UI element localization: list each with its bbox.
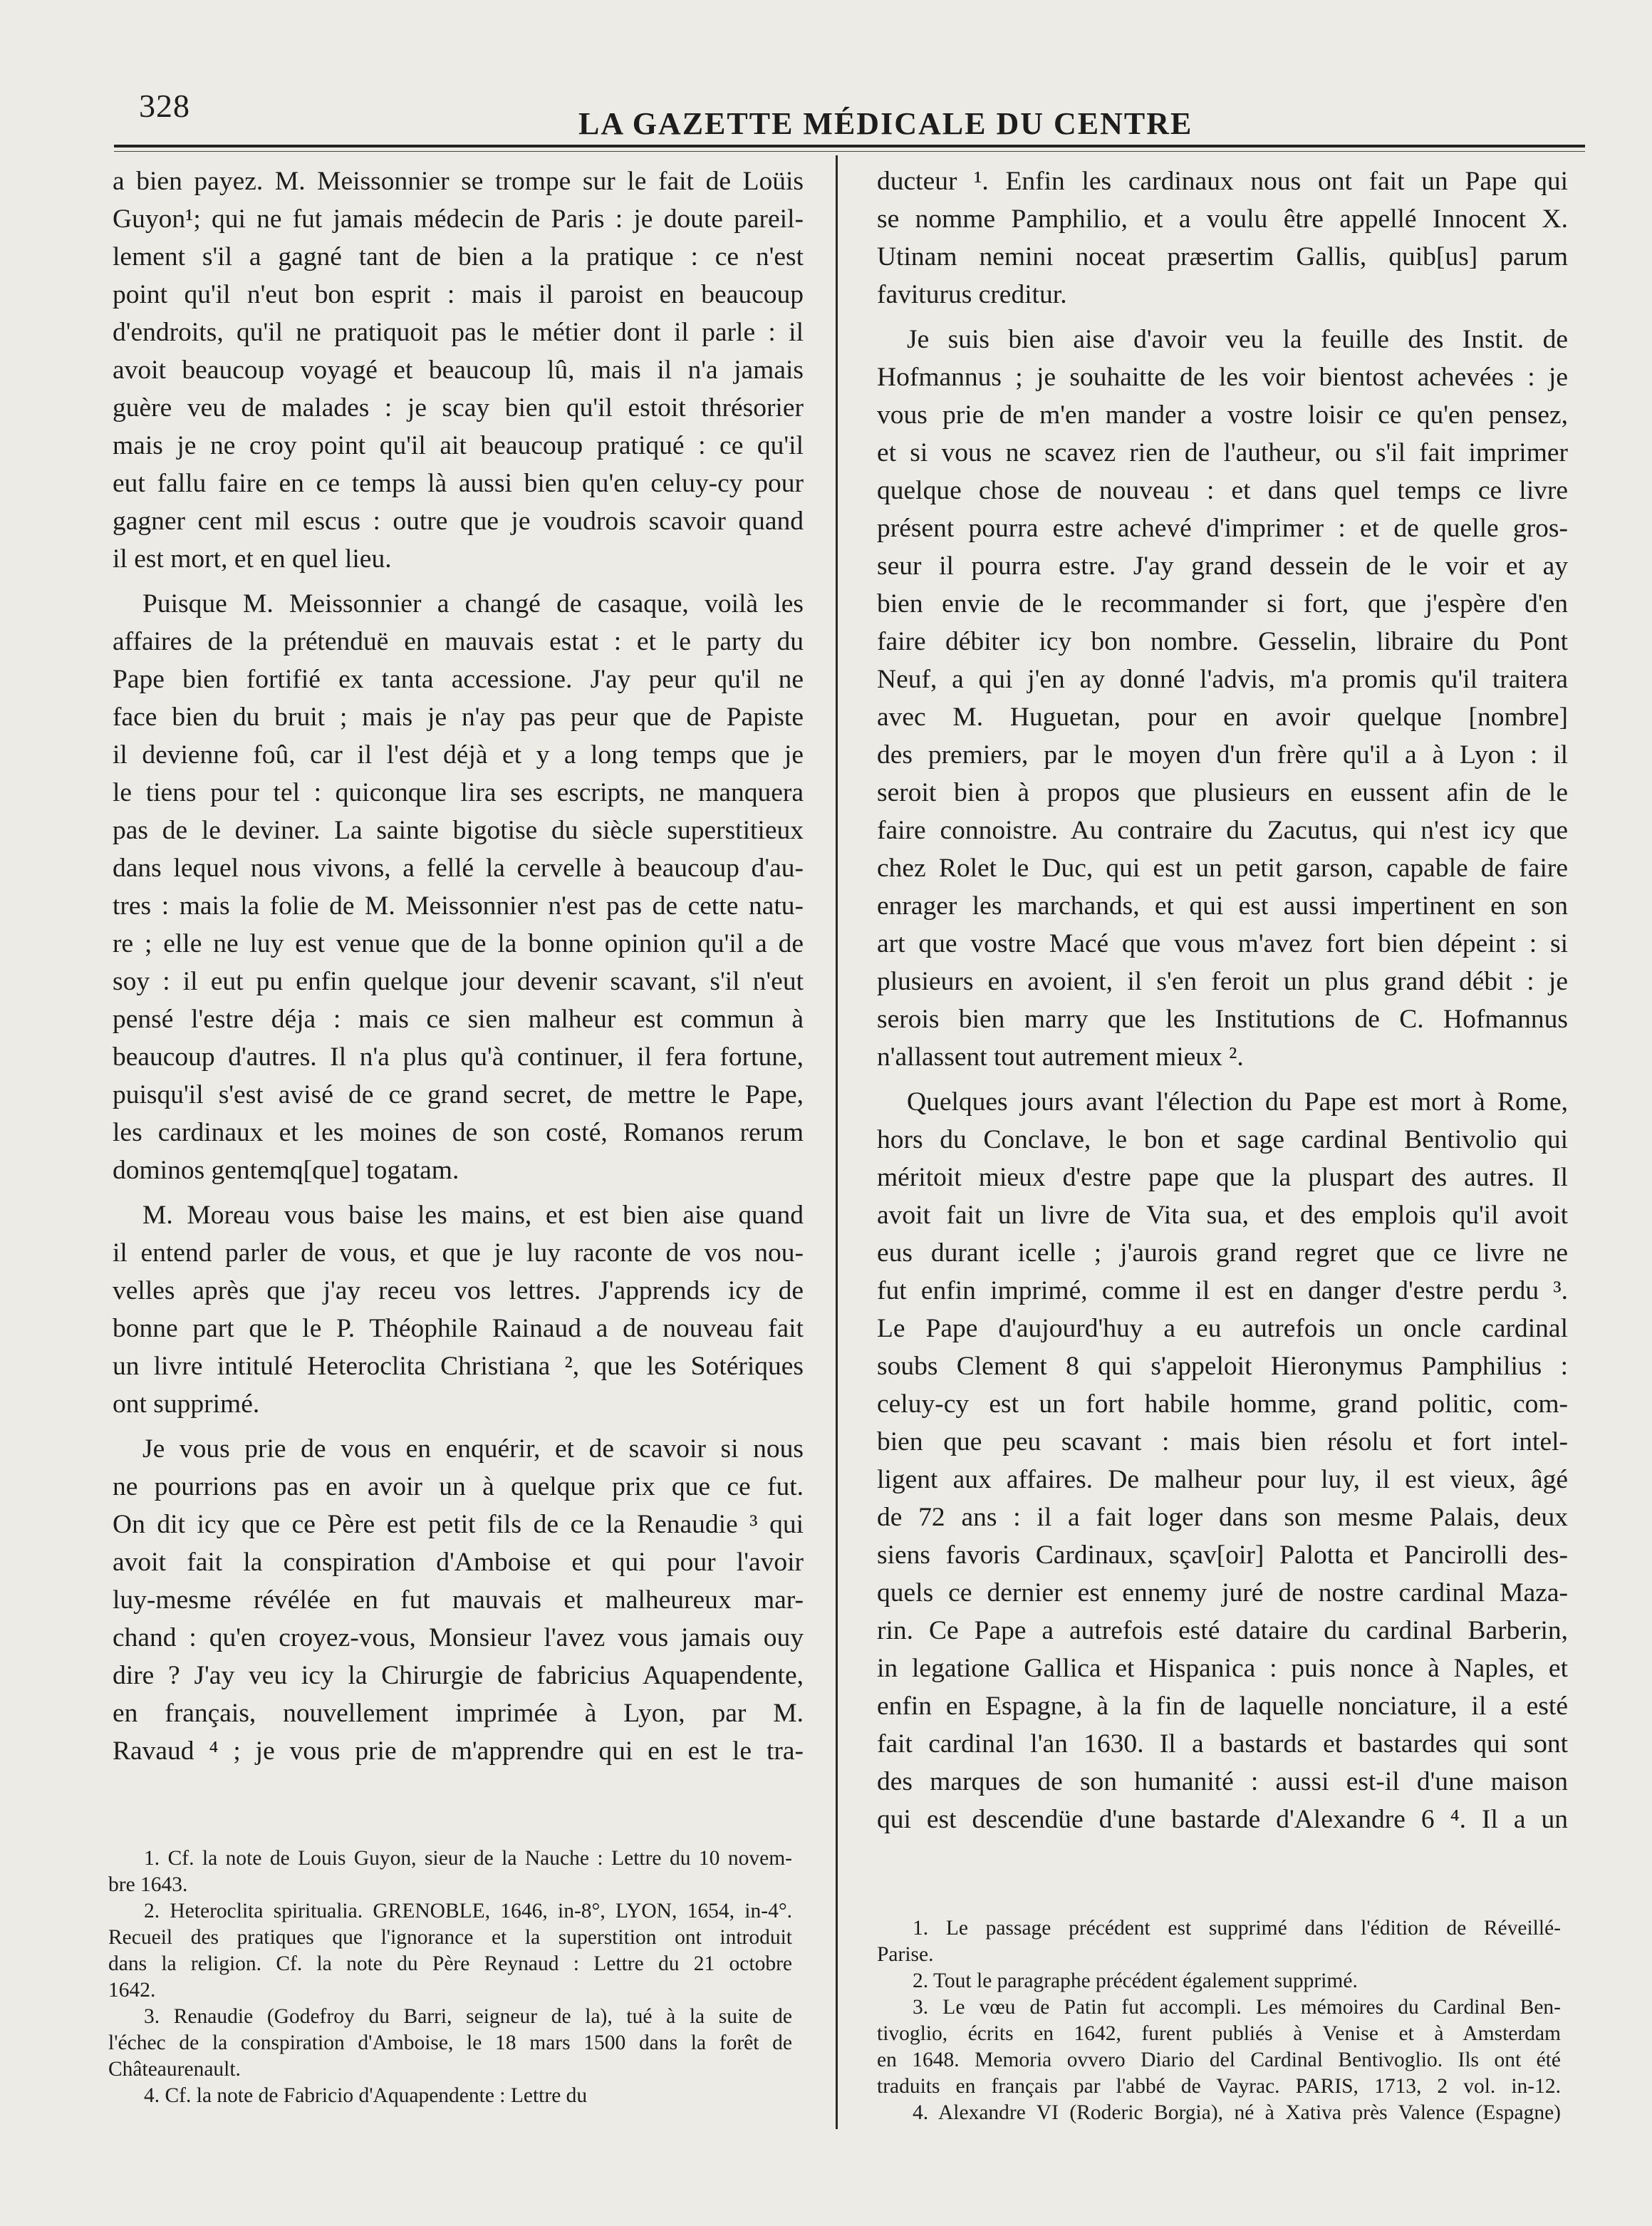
text-line: enfin en Espagne, à la fin de laquelle nonciature, il a esté (877, 1692, 1568, 1721)
footnote-line: dans la religion. Cf. la note du Père Reynaud : Lettre du 21 octobre (108, 1952, 792, 1975)
text-line: fut enfin imprimé, comme il est en danger d'estre perdu ³. (877, 1276, 1568, 1305)
footnote-line: en 1648. Memoria ovvero Diario del Cardinal Bentivoglio. Ils ont été (877, 2049, 1561, 2071)
header-rule (114, 145, 1585, 147)
footnote-line: 1. Cf. la note de Louis Guyon, sieur de la Nauche : Lettre du 10 novem- (144, 1847, 792, 1870)
text-line: Quelques jours avant l'élection du Pape est mort à Rome, (907, 1087, 1568, 1117)
text-line: M. Moreau vous baise les mains, et est bien aise quand (142, 1201, 804, 1230)
text-line: soubs Clement 8 qui s'appeloit Hieronymus Pamphilius : (877, 1352, 1568, 1381)
header-rule-thin (114, 151, 1585, 152)
text-line: lement s'il a gagné tant de bien a la pratique : ce n'est (113, 242, 804, 271)
text-line: Utinam nemini noceat præsertim Gallis, quib[us] parum (877, 242, 1568, 271)
text-line: mais je ne croy point qu'il ait beaucoup pratiqué : ce qu'il (113, 431, 804, 460)
footnote-line: 1642. (108, 1979, 156, 2002)
text-line: gagner cent mil escus : outre que je voudrois scavoir quand (113, 507, 804, 536)
text-line: vous prie de m'en mander a vostre loisir ce qu'en pensez, (877, 400, 1568, 430)
text-line: bonne part que le P. Théophile Rainaud a de nouveau fait (113, 1314, 804, 1343)
text-line: Puisque M. Meissonnier a changé de casaque, voilà les (142, 589, 804, 618)
text-line: de 72 ans : il a fait loger dans son mesme Palais, deux (877, 1503, 1568, 1532)
text-line: quelque chose de nouveau : et dans quel temps ce livre (877, 476, 1568, 505)
text-line: ne pourrions pas en avoir un à quelque prix que ce fut. (113, 1472, 804, 1501)
paragraph-gap (113, 1189, 804, 1196)
text-line: qui est descendüe d'une bastarde d'Alexandre 6 ⁴. Il a un (877, 1805, 1568, 1834)
text-line: On dit icy que ce Père est petit fils de ce la Renaudie ³ qui (113, 1510, 804, 1539)
text-line: faire débiter icy bon nombre. Gesselin, libraire du Pont (877, 627, 1568, 656)
text-line: siens favoris Cardinaux, sçav[oir] Palotta et Pancirolli des- (877, 1541, 1568, 1570)
text-line: méritoit mieux d'estre pape que la pluspart des autres. Il (877, 1163, 1568, 1192)
footnote-line: 2. Heteroclita spiritualia. GRENOBLE, 1646, in-8°, LYON, 1654, in-4°. (144, 1900, 792, 1922)
text-line: le tiens pour tel : quiconque lira ses escripts, ne manquera (113, 778, 804, 807)
text-line: tres : mais la folie de M. Meissonnier n'est pas de cette natu- (113, 891, 804, 921)
text-line: luy-mesme révélée en fut mauvais et malheureux mar- (113, 1585, 804, 1615)
paragraph-gap (877, 1076, 1568, 1083)
footnote-line: Parise. (877, 1943, 934, 1966)
text-line: il devienne foû, car il l'est déjà et y a long temps que je (113, 740, 804, 770)
text-line: il entend parler de vous, et que je luy raconte de vos nou- (113, 1238, 804, 1268)
footnote-line: 3. Renaudie (Godefroy du Barri, seigneur de la), tué à la suite de (144, 2005, 792, 2028)
footnote-line: 1. Le passage précédent est supprimé dans l'édition de Réveillé- (913, 1917, 1561, 1940)
text-line: Guyon¹; qui ne fut jamais médecin de Paris : je doute pareil- (113, 205, 804, 234)
text-line: chand : qu'en croyez-vous, Monsieur l'avez vous jamais ouy (113, 1623, 804, 1652)
text-line: dans lequel nous vivons, a fellé la cervelle à beaucoup d'au- (113, 854, 804, 883)
text-line: avoit fait un livre de Vita sua, et des emplois qu'il avoit (877, 1201, 1568, 1230)
footnote-line: 4. Alexandre VI (Roderic Borgia), né à Xativa près Valence (Espagne) (913, 2101, 1561, 2124)
footnote-line: tivoglio, écrits en 1642, furent publiés à Venise et à Amsterdam (877, 2022, 1561, 2045)
text-line: un livre intitulé Heteroclita Christiana ², que les Sotériques (113, 1352, 804, 1381)
text-line: quels ce dernier est ennemy juré de nostre cardinal Maza- (877, 1578, 1568, 1608)
text-line: Je suis bien aise d'avoir veu la feuille des Instit. de (907, 325, 1568, 354)
text-line: hors du Conclave, le bon et sage cardinal Bentivolio qui (877, 1125, 1568, 1154)
footnote-line: Recueil des pratiques que l'ignorance et la superstition ont introduit (108, 1926, 792, 1949)
right-footnotes (877, 1915, 1561, 2126)
right-column (877, 162, 1568, 1838)
left-column (113, 162, 804, 1770)
text-line: pas de le deviner. La sainte bigotise du siècle superstitieux (113, 816, 804, 845)
footnote-line: l'échec de la conspiration d'Amboise, le 18 mars 1500 dans la forêt de (108, 2031, 792, 2054)
footnote-line: 3. Le vœu de Patin fut accompli. Les mémoires du Cardinal Ben- (913, 1996, 1561, 2019)
text-line: Je vous prie de vous en enquérir, et de scavoir si nous (142, 1434, 804, 1464)
footnote-line: bre 1643. (108, 1873, 188, 1896)
text-line: d'endroits, qu'il ne pratiquoit pas le métier dont il parle : il (113, 318, 804, 347)
text-line: art que vostre Macé que vous m'avez fort bien dépeint : si (877, 929, 1568, 958)
text-line: pensé l'estre déja : mais ce sien malheur est commun à (113, 1005, 804, 1034)
text-line: a bien payez. M. Meissonnier se trompe sur le fait de Loüis (113, 167, 804, 196)
text-line: n'allassent tout autrement mieux ². (877, 1042, 1244, 1072)
footnote-line: Châteaurenault. (108, 2058, 241, 2081)
text-line: re ; elle ne luy est venue que de la bonne opinion qu'il a de (113, 929, 804, 958)
text-line: bien que peu scavant : mais bien résolu et fort intel- (877, 1427, 1568, 1456)
running-title: LA GAZETTE MÉDICALE DU CENTRE (578, 106, 1193, 141)
text-line: beaucoup d'autres. Il n'a plus qu'à continuer, il fera fortune, (113, 1042, 804, 1072)
text-line: bien envie de le recommander si fort, que j'espère d'en (877, 589, 1568, 618)
text-line: Neuf, a qui j'en ay donné l'advis, m'a promis qu'il traitera (877, 665, 1568, 694)
text-line: eus durant icelle ; j'aurois grand regret que ce livre ne (877, 1238, 1568, 1268)
footnote-line: 4. Cf. la note de Fabricio d'Aquapendente : Lettre du (144, 2084, 588, 2107)
text-line: fait cardinal l'an 1630. Il a bastards et bastardes qui sont (877, 1729, 1568, 1759)
paragraph-gap (113, 578, 804, 585)
text-line: serois bien marry que les Institutions de C. Hofmannus (877, 1005, 1568, 1034)
text-line: velles après que j'ay receu vos lettres. J'apprends icy de (113, 1276, 804, 1305)
text-line: avoit fait la conspiration d'Amboise et qui pour l'avoir (113, 1548, 804, 1577)
text-line: présent pourra estre achevé d'imprimer : et de quelle gros- (877, 514, 1568, 543)
text-line: faviturus creditur. (877, 280, 1067, 309)
text-line: et si vous ne scavez rien de l'autheur, ou s'il fait imprimer (877, 438, 1568, 467)
text-line: dominos gentemq[que] togatam. (113, 1156, 459, 1185)
text-line: Ravaud ⁴ ; je vous prie de m'apprendre qui en est le tra- (113, 1736, 804, 1766)
text-line: des marques de son humanité : aussi est-il d'une maison (877, 1767, 1568, 1796)
text-line: affaires de la prétenduë en mauvais estat : et le party du (113, 627, 804, 656)
text-line: rin. Ce Pape a autrefois esté dataire du cardinal Barberin, (877, 1616, 1568, 1645)
text-line: dire ? J'ay veu icy la Chirurgie de fabricius Aquapendente, (113, 1661, 804, 1690)
text-line: avec M. Huguetan, pour en avoir quelque [nombre] (877, 703, 1568, 732)
column-divider (836, 155, 838, 2129)
text-line: chez Rolet le Duc, qui est un petit garson, capable de faire (877, 854, 1568, 883)
text-line: se nomme Pamphilio, et a voulu être appellé Innocent X. (877, 205, 1568, 234)
text-line: enrager les marchands, et qui est aussi impertinent en son (877, 891, 1568, 921)
text-line: seroit bien à propos que plusieurs en eussent afin de le (877, 778, 1568, 807)
text-line: seur il pourra estre. J'ay grand dessein de le voir et ay (877, 552, 1568, 581)
footnote-line: 2. Tout le paragraphe précédent également supprimé. (913, 1969, 1358, 1992)
text-line: en français, nouvellement imprimée à Lyon, par M. (113, 1699, 804, 1728)
text-line: faire connoistre. Au contraire du Zacutus, qui n'est icy que (877, 816, 1568, 845)
paragraph-gap (877, 314, 1568, 321)
footnote-line: traduits en français par l'abbé de Vayrac. PARIS, 1713, 2 vol. in-12. (877, 2075, 1561, 2098)
text-line: point qu'il n'eut bon esprit : mais il paroist en beaucoup (113, 280, 804, 309)
text-line: soy : il eut pu enfin quelque jour devenir scavant, s'il n'eut (113, 967, 804, 996)
text-line: Pape bien fortifié ex tanta accessione. J'ay peur qu'il ne (113, 665, 804, 694)
text-line: des premiers, par le moyen d'un frère qu'il a à Lyon : il (877, 740, 1568, 770)
text-line: avoit beaucoup voyagé et beaucoup lû, mais il n'a jamais (113, 356, 804, 385)
text-line: il est mort, et en quel lieu. (113, 544, 392, 574)
text-line: eut fallu faire en ce temps là aussi bien qu'en celuy-cy pour (113, 469, 804, 498)
text-line: plusieurs en avoient, il s'en feroit un plus grand débit : je (877, 967, 1568, 996)
text-line: celuy-cy est un fort habile homme, grand politic, com- (877, 1389, 1568, 1419)
left-footnotes (108, 1845, 792, 2109)
page-number: 328 (139, 88, 190, 124)
text-line: ducteur ¹. Enfin les cardinaux nous ont fait un Pape qui (877, 167, 1568, 196)
text-line: in legatione Gallica et Hispanica : puis nonce à Naples, et (877, 1654, 1568, 1683)
text-line: face bien du bruit ; mais je n'ay pas peur que de Papiste (113, 703, 804, 732)
text-line: puisqu'il s'est avisé de ce grand secret, de mettre le Pape, (113, 1080, 804, 1109)
text-line: ont supprimé. (113, 1389, 260, 1419)
text-line: Hofmannus ; je souhaitte de les voir bientost achevées : je (877, 363, 1568, 392)
text-line: guère veu de malades : je scay bien qu'il estoit thrésorier (113, 393, 804, 423)
paragraph-gap (113, 1423, 804, 1430)
text-line: ligent aux affaires. De malheur pour luy, il est vieux, âgé (877, 1465, 1568, 1494)
text-line: Le Pape d'aujourd'huy a eu autrefois un oncle cardinal (877, 1314, 1568, 1343)
text-line: les cardinaux et les moines de son costé, Romanos rerum (113, 1118, 804, 1147)
